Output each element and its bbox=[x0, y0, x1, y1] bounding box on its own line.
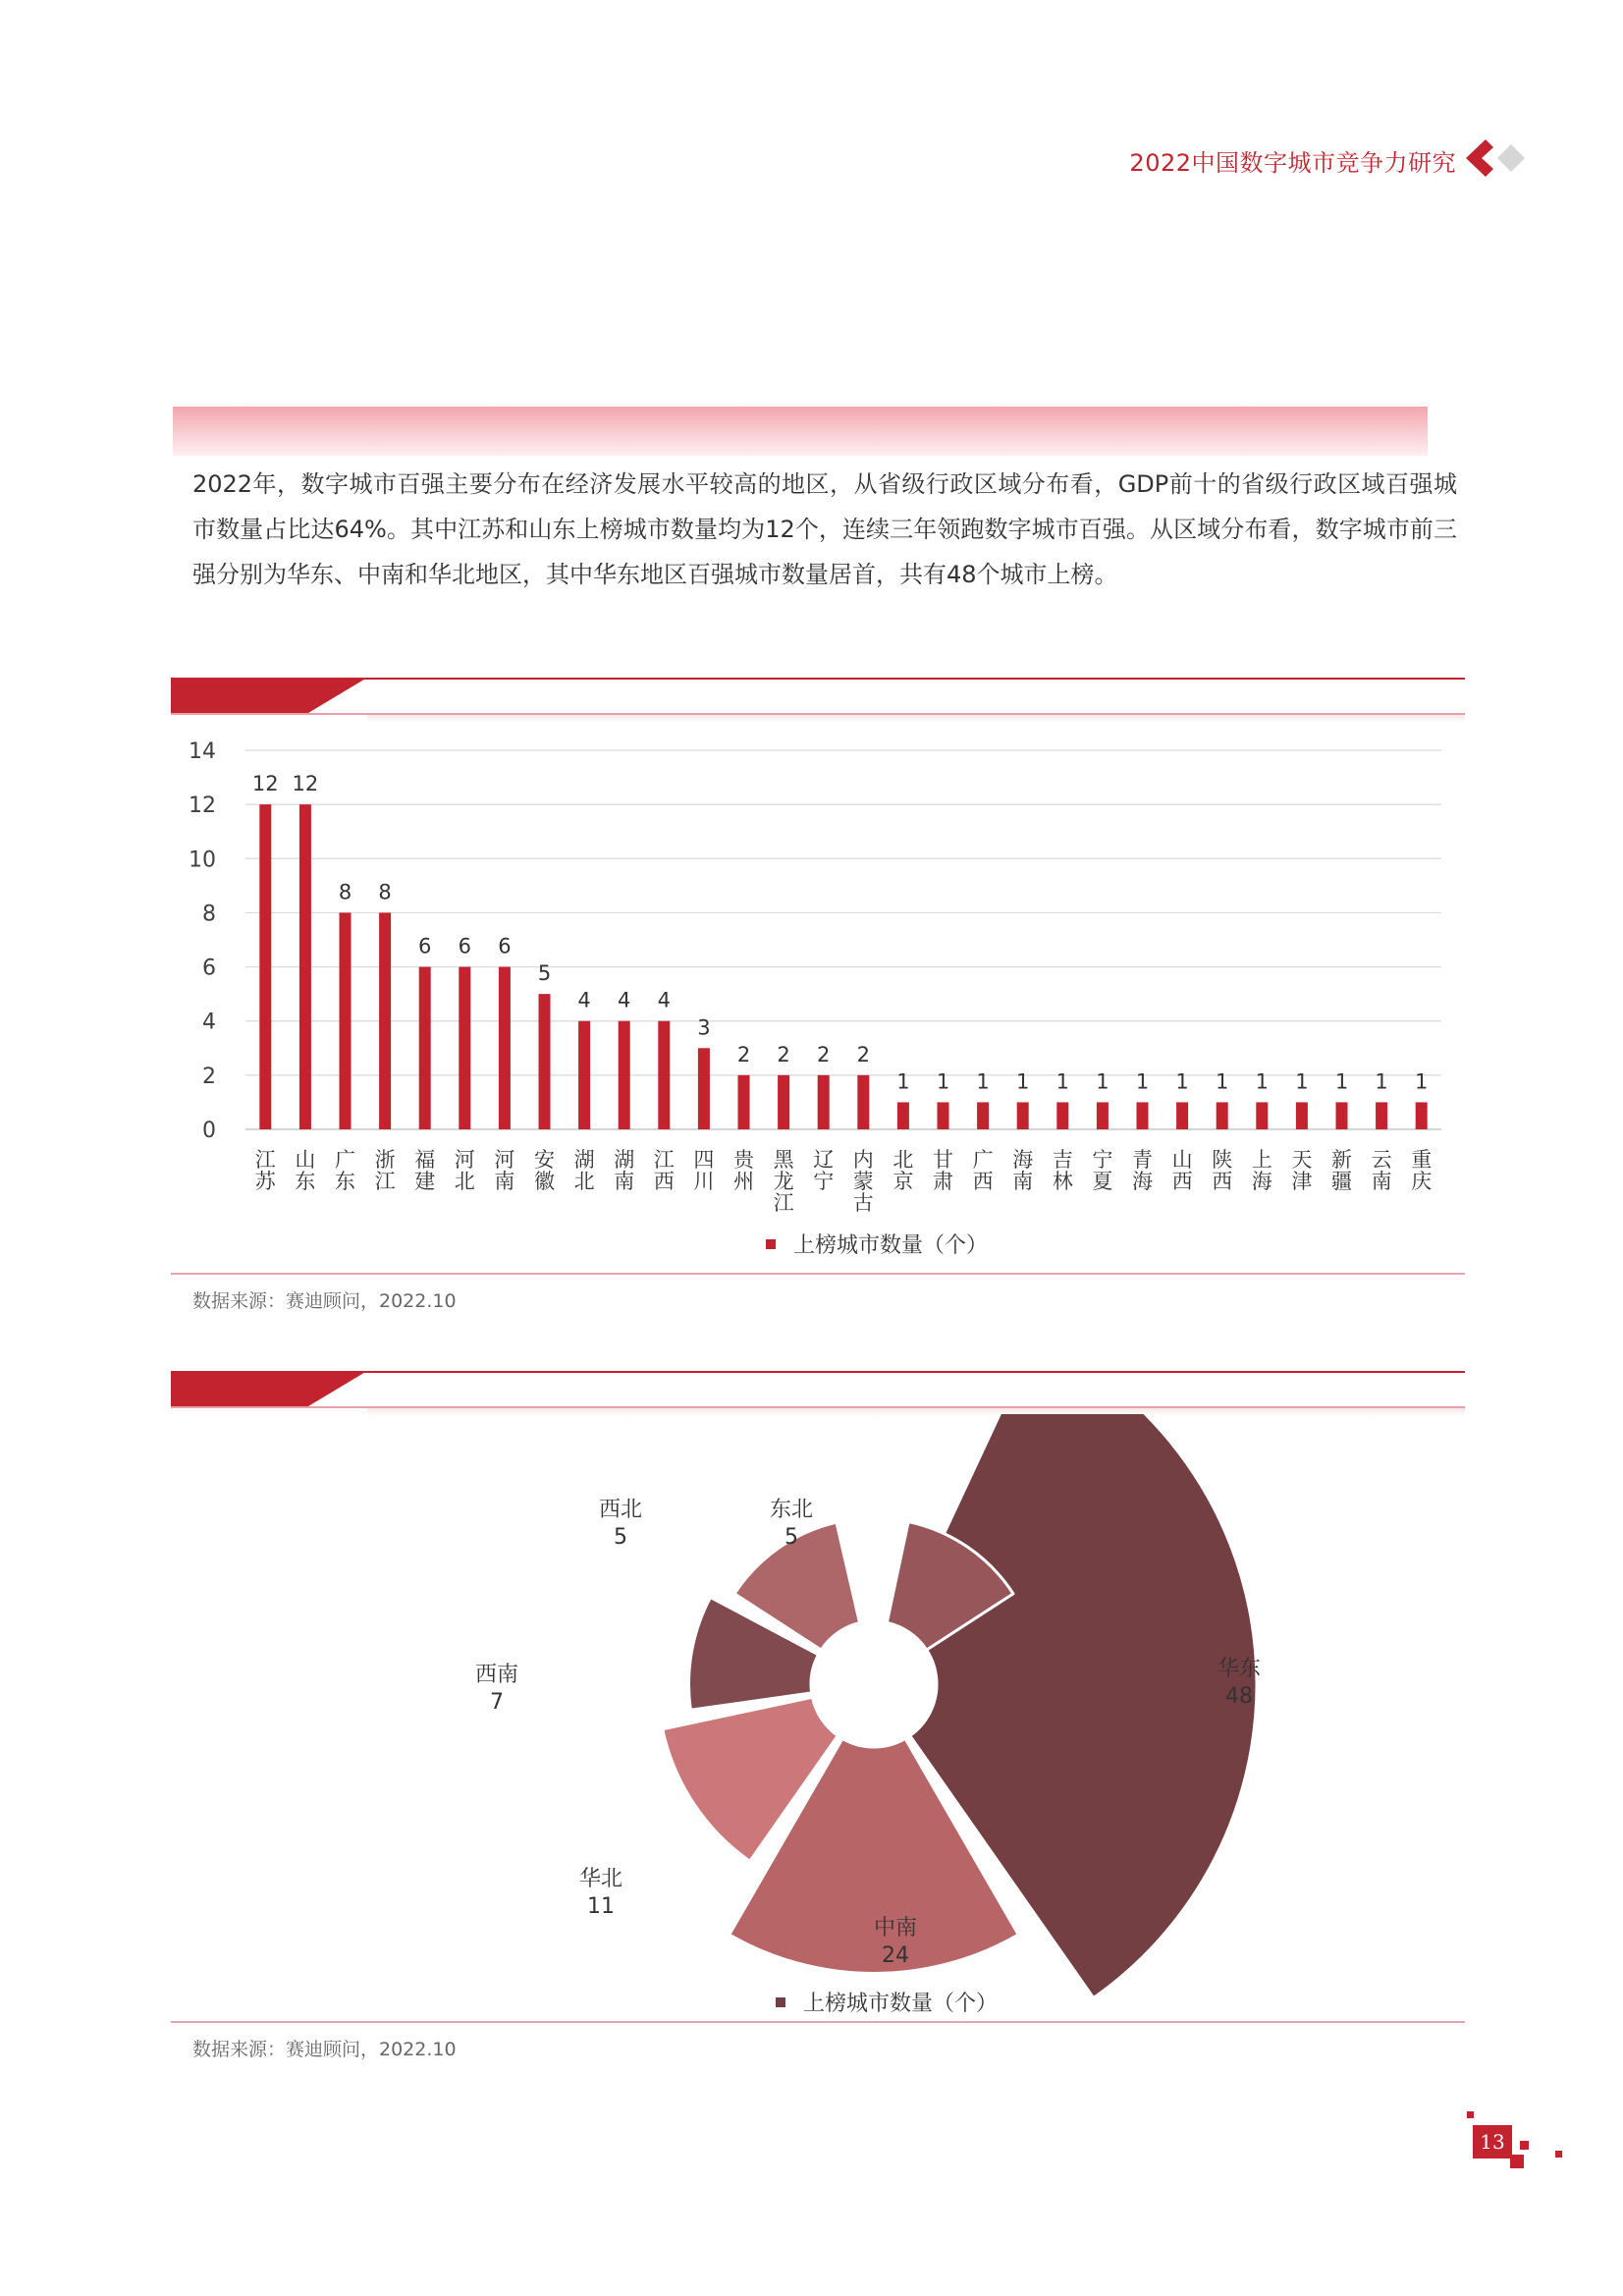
y-tick-label: 12 bbox=[189, 793, 216, 819]
bar-data-label: 1 bbox=[1175, 1069, 1189, 1094]
y-tick-label: 0 bbox=[202, 1119, 216, 1143]
x-tick-label: 吉林 bbox=[1052, 1148, 1073, 1193]
bar bbox=[1097, 1102, 1109, 1129]
bar-data-label: 1 bbox=[1375, 1069, 1388, 1094]
bar-data-label: 1 bbox=[936, 1069, 950, 1094]
slice-value: 7 bbox=[490, 1690, 504, 1715]
bar-data-label: 1 bbox=[1096, 1069, 1109, 1094]
bar-data-label: 1 bbox=[1295, 1069, 1309, 1094]
bar bbox=[1137, 1102, 1149, 1129]
bar bbox=[658, 1021, 670, 1129]
decor-square bbox=[1510, 2155, 1524, 2168]
x-tick-label: 黑龙江 bbox=[773, 1148, 794, 1215]
x-tick-label: 北京 bbox=[893, 1148, 914, 1193]
region-rose-chart bbox=[0, 1414, 1623, 2023]
x-tick-label: 海南 bbox=[1012, 1148, 1034, 1193]
x-tick-label: 江西 bbox=[653, 1148, 675, 1193]
bar-data-label: 2 bbox=[777, 1042, 790, 1066]
bar bbox=[379, 912, 391, 1129]
bar bbox=[1017, 1102, 1029, 1129]
bar-data-label: 1 bbox=[896, 1069, 910, 1094]
bar bbox=[1376, 1102, 1387, 1129]
bar-data-label: 1 bbox=[1135, 1069, 1150, 1094]
bar bbox=[619, 1021, 630, 1129]
x-tick-label: 河北 bbox=[454, 1148, 475, 1193]
slice-value: 11 bbox=[587, 1894, 615, 1919]
y-tick-label: 8 bbox=[202, 902, 216, 927]
y-tick-label: 10 bbox=[189, 847, 216, 873]
bar bbox=[539, 994, 551, 1129]
bar bbox=[419, 967, 431, 1129]
bar-data-label: 1 bbox=[1016, 1069, 1030, 1094]
slice-label: 中南 bbox=[873, 1916, 918, 1941]
bar-data-label: 8 bbox=[338, 880, 352, 904]
bar bbox=[738, 1075, 750, 1129]
bar bbox=[1176, 1102, 1188, 1129]
y-tick-label: 6 bbox=[202, 956, 216, 981]
decor-square bbox=[1555, 2151, 1562, 2158]
x-tick-label: 湖南 bbox=[614, 1148, 635, 1193]
x-tick-label: 四川 bbox=[693, 1148, 715, 1193]
bar bbox=[1056, 1102, 1068, 1129]
figure-2-bottom-rule bbox=[171, 2021, 1465, 2023]
bar bbox=[499, 967, 511, 1129]
bar bbox=[938, 1102, 949, 1129]
slice-value: 24 bbox=[882, 1943, 909, 1968]
y-tick-label: 14 bbox=[189, 739, 216, 764]
page-number-badge: 13 bbox=[1473, 2125, 1512, 2159]
figure-2-title-band bbox=[171, 1371, 1465, 1410]
bar bbox=[340, 912, 352, 1129]
slice-value: 5 bbox=[784, 1525, 798, 1550]
x-tick-label: 福建 bbox=[414, 1148, 436, 1193]
x-tick-label: 贵州 bbox=[733, 1148, 754, 1193]
bar-data-label: 2 bbox=[736, 1042, 751, 1066]
bar bbox=[857, 1075, 869, 1129]
bar bbox=[578, 1021, 590, 1129]
x-tick-label: 陕西 bbox=[1212, 1148, 1233, 1193]
figure-2-band-tab bbox=[171, 1371, 367, 1406]
bar-data-label: 1 bbox=[1216, 1069, 1229, 1094]
bar bbox=[977, 1102, 989, 1129]
bar-data-label: 1 bbox=[1055, 1069, 1069, 1094]
bar-data-label: 1 bbox=[1415, 1069, 1429, 1094]
x-tick-label: 甘肃 bbox=[933, 1148, 953, 1193]
bar-data-label: 4 bbox=[618, 988, 631, 1012]
bar-data-label: 4 bbox=[577, 988, 591, 1012]
x-tick-label: 广东 bbox=[335, 1148, 355, 1193]
bar bbox=[299, 804, 311, 1129]
decor-square bbox=[1520, 2141, 1529, 2150]
bar-data-label: 3 bbox=[697, 1015, 711, 1040]
bar bbox=[897, 1102, 909, 1129]
slice-label: 西南 bbox=[474, 1663, 519, 1687]
x-tick-label: 云南 bbox=[1371, 1148, 1392, 1193]
running-header-title: 2022中国数字城市竞争力研究 bbox=[1129, 149, 1456, 177]
y-tick-label: 2 bbox=[202, 1064, 216, 1089]
legend-label: 上榜城市数量（个） bbox=[793, 1233, 989, 1258]
slice-label: 华北 bbox=[578, 1867, 623, 1891]
x-tick-label: 新疆 bbox=[1331, 1148, 1352, 1193]
bar bbox=[1416, 1102, 1428, 1129]
bar bbox=[259, 804, 271, 1129]
bar-data-label: 2 bbox=[856, 1042, 870, 1066]
bar bbox=[459, 967, 470, 1129]
x-tick-label: 广西 bbox=[972, 1148, 994, 1193]
bar bbox=[778, 1075, 789, 1129]
bar-data-label: 6 bbox=[458, 934, 471, 958]
figure-1-bottom-rule bbox=[171, 1273, 1465, 1275]
x-tick-label: 河南 bbox=[494, 1148, 515, 1193]
figure-2-source-note: 数据来源：赛迪顾问，2022.10 bbox=[192, 2039, 457, 2060]
x-tick-label: 青海 bbox=[1132, 1148, 1153, 1193]
x-tick-label: 上海 bbox=[1251, 1148, 1272, 1193]
bar-data-label: 1 bbox=[1255, 1069, 1269, 1094]
x-tick-label: 山东 bbox=[295, 1148, 316, 1193]
bar bbox=[698, 1048, 710, 1129]
slice-label: 华东 bbox=[1217, 1657, 1262, 1681]
bar-data-label: 6 bbox=[498, 934, 512, 958]
x-tick-label: 辽宁 bbox=[813, 1148, 835, 1193]
slice-label: 西北 bbox=[598, 1498, 643, 1522]
square-marker-icon bbox=[776, 1997, 785, 2007]
bar bbox=[1296, 1102, 1308, 1129]
bar-data-label: 6 bbox=[418, 934, 432, 958]
x-tick-label: 宁夏 bbox=[1092, 1148, 1113, 1193]
bar-data-label: 1 bbox=[1334, 1069, 1349, 1094]
bar-data-label: 4 bbox=[657, 988, 671, 1012]
bar bbox=[1256, 1102, 1268, 1129]
x-tick-label: 湖北 bbox=[573, 1148, 595, 1193]
y-tick-label: 4 bbox=[202, 1010, 216, 1035]
intro-paragraph: 2022年，数字城市百强主要分布在经济发展水平较高的地区，从省级行政区域分布看，GDP前十的省级行政区域百强城市数量占比达64%。其中江苏和山东上榜城市数量均为12个，连续三年领跑数字城市百强。从区域分布看，数字城市前三强分别为华东、中南和华北地区，其中华东地区百强城市数量居首，共有48个城市上榜。 bbox=[192, 470, 1457, 588]
x-tick-label: 江苏 bbox=[254, 1148, 276, 1193]
bar-data-label: 8 bbox=[378, 880, 392, 904]
bar-data-label: 12 bbox=[251, 772, 279, 796]
x-tick-label: 安徽 bbox=[534, 1148, 555, 1193]
slice-label: 东北 bbox=[769, 1498, 814, 1522]
x-tick-label: 内蒙古 bbox=[852, 1148, 874, 1215]
bar bbox=[818, 1075, 830, 1129]
x-tick-label: 山西 bbox=[1171, 1148, 1193, 1193]
x-tick-label: 重庆 bbox=[1411, 1148, 1433, 1193]
bar-data-label: 1 bbox=[976, 1069, 990, 1094]
slice-value: 48 bbox=[1225, 1684, 1253, 1709]
bar bbox=[1336, 1102, 1348, 1129]
slice-value: 5 bbox=[614, 1525, 627, 1550]
legend-label: 上榜城市数量（个） bbox=[803, 1992, 999, 2016]
decor-square bbox=[1467, 2111, 1474, 2118]
bar-data-label: 5 bbox=[537, 961, 552, 986]
x-tick-label: 浙江 bbox=[374, 1148, 396, 1193]
x-tick-label: 天津 bbox=[1291, 1148, 1313, 1193]
bar-data-label: 2 bbox=[817, 1042, 831, 1066]
bar bbox=[1217, 1102, 1228, 1129]
figure-1-source-note: 数据来源：赛迪顾问，2022.10 bbox=[192, 1290, 457, 1312]
square-marker-icon bbox=[766, 1239, 776, 1249]
bar-data-label: 12 bbox=[292, 772, 319, 796]
